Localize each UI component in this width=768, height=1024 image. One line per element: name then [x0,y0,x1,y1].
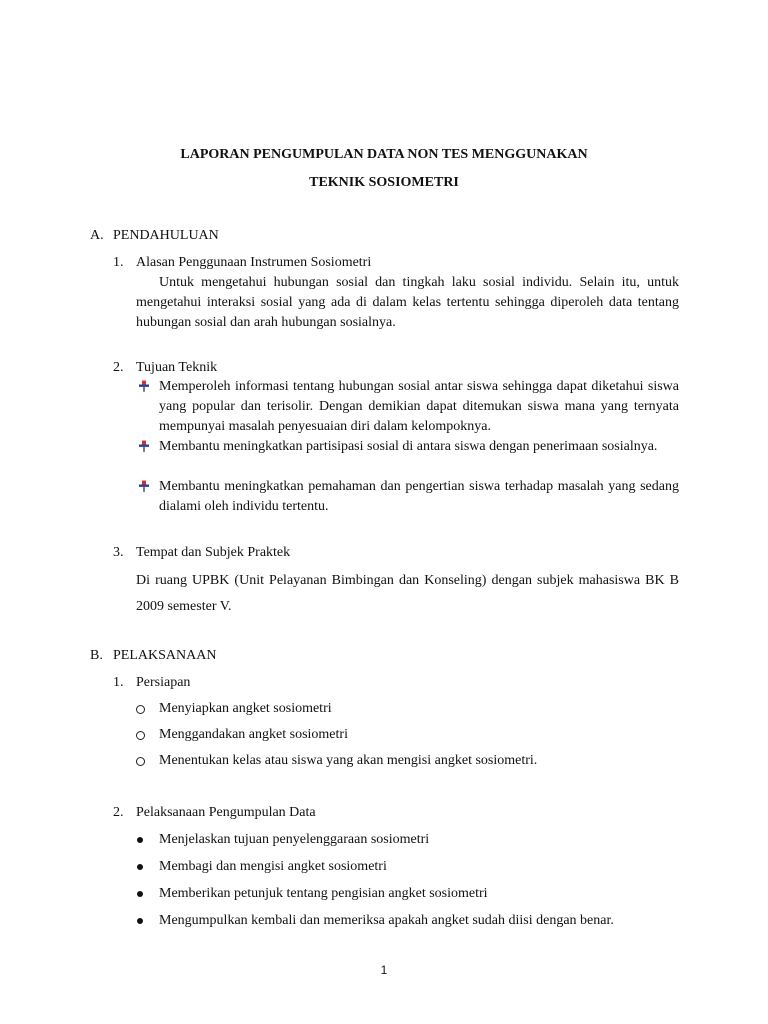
filled-dot-bullet-icon [137,837,143,843]
list-item: Memperoleh informasi tentang hubungan sosial antar siswa sehingga dapat diketahui siswa yang popular dan terisolir. Dengan demikian dapat ditemukan siswa mana yang ternyata mempunyai masalah penyesuaian diri dalam kelompoknya. [159,379,679,434]
list-item: Membantu meningkatkan partisipasi sosial di antara siswa dengan penerimaan sosialnya. [159,439,658,454]
section-a-marker: A. [90,228,104,243]
hollow-circle-bullet-icon [136,705,145,714]
list-item: Memberikan petunjuk tentang pengisian angket sosiometri [159,886,488,901]
list-item: Membantu meningkatkan pemahaman dan pengertian siswa terhadap masalah yang sedang dialami oleh individu tertentu. [159,479,679,514]
section-b-heading: PELAKSANAAN [113,648,217,663]
item-number: 1. [113,255,124,270]
item-number: 1. [113,675,124,690]
section-a-heading: PENDAHULUAN [113,228,219,243]
list-item: Membagi dan mengisi angket sosiometri [159,859,387,874]
list-item: Menjelaskan tujuan penyelenggaraan sosiometri [159,832,430,847]
filled-dot-bullet-icon [137,891,143,897]
hollow-circle-bullet-icon [136,757,145,766]
pushpin-icon [138,380,150,392]
place-subject-paragraph: Di ruang UPBK (Unit Pelayanan Bimbingan dan Konseling) dengan subjek mahasiswa BK B 2009 semester V. [136,573,679,614]
item-heading: Tujuan Teknik [136,360,218,375]
section-b-marker: B. [90,648,103,663]
filled-dot-bullet-icon [137,864,143,870]
item-number: 3. [113,545,124,560]
item-heading: Pelaksanaan Pengumpulan Data [136,805,316,820]
item-number: 2. [113,805,124,820]
list-item: Menentukan kelas atau siswa yang akan mengisi angket sosiometri. [159,753,538,768]
item-heading: Tempat dan Subjek Praktek [136,545,291,560]
item-number: 2. [113,360,124,375]
filled-dot-bullet-icon [137,918,143,924]
list-item: Menyiapkan angket sosiometri [159,701,332,716]
pushpin-icon [138,440,150,452]
item-heading: Alasan Penggunaan Instrumen Sosiometri [136,255,372,270]
list-item: Mengumpulkan kembali dan memeriksa apakah angket sudah diisi dengan benar. [159,913,614,928]
list-item: Menggandakan angket sosiometri [159,727,348,742]
hollow-circle-bullet-icon [136,731,145,740]
document-title-line-2: TEKNIK SOSIOMETRI [309,175,459,190]
page-number: 1 [380,963,388,977]
reason-paragraph: Untuk mengetahui hubungan sosial dan tingkah laku sosial individu. Selain itu, untuk mengetahui interaksi sosial yang ada di dalam kelas tertentu sehingga diperoleh data tentang hubungan sosial dan arah hubungan sosialnya. [136,275,679,330]
pushpin-icon [138,480,150,492]
document-title-line-1: LAPORAN PENGUMPULAN DATA NON TES MENGGUNAKAN [180,147,588,162]
item-heading: Persiapan [136,675,191,690]
